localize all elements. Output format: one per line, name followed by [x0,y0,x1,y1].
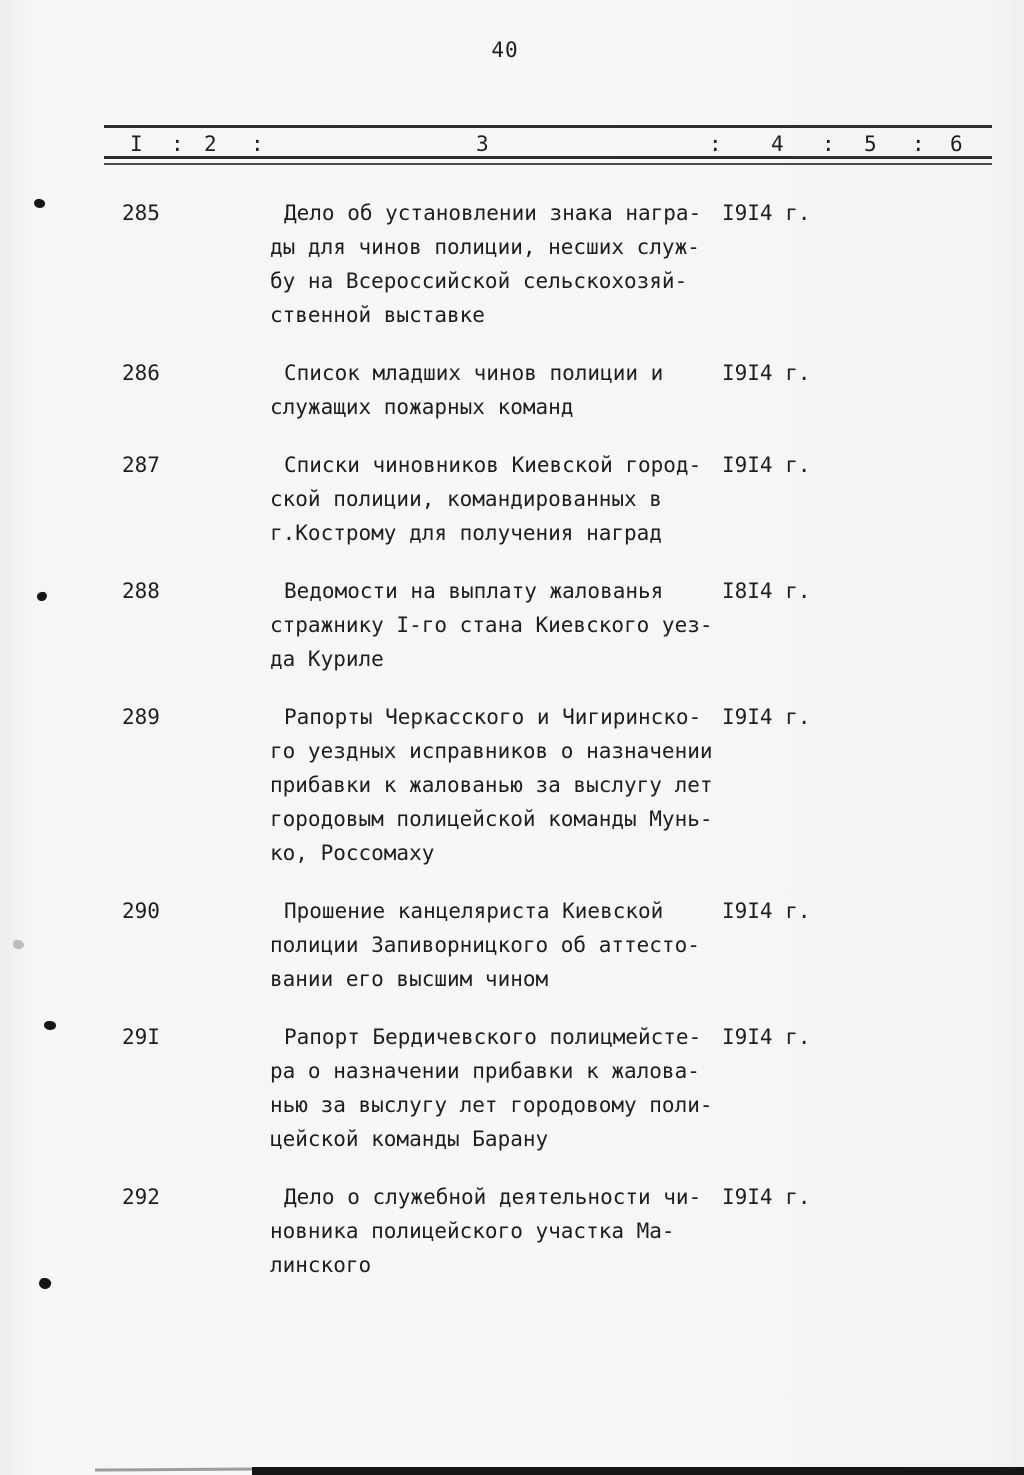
scan-edge-line [95,1467,255,1471]
entry-line: Дело об установлении знака награ- [284,201,702,225]
entry-line: прибавки к жалованью за выслугу лет [270,773,713,797]
header-column-3: 3 [476,132,489,156]
entry [122,1020,1024,1156]
entry-line: ской полиции, командированных в [270,487,662,511]
entry-line: ра о назначении прибавки к жалова- [270,1059,700,1083]
entry [122,894,1024,996]
entry-number: 286 [122,361,160,385]
entry-number: 285 [122,201,160,225]
entry-line: полиции Запиворницкого об аттесто- [270,933,700,957]
entry [122,1180,1024,1282]
entry-line: Ведомости на выплату жалованья [284,579,664,603]
header-column-6: 6 [950,132,963,156]
entry-line: Дело о служебной деятельности чи- [284,1185,702,1209]
entry-year: I9I4 г. [722,1025,811,1049]
entry-year: I9I4 г. [722,705,811,729]
entry-description [270,700,722,870]
table-rule-top [104,125,992,128]
entry-line: Рапорт Бердичевского полицмейсте- [284,1025,702,1049]
entry-line: Прошение канцеляриста Киевской [284,899,664,923]
entry-number: 29I [122,1025,160,1049]
entry-line: бу на Всероссийской сельскохозяй- [270,269,688,293]
entry-line: цейской команды Барану [270,1127,549,1151]
entry-line: ко, Россомаху [270,841,435,865]
column-separator: : [822,132,835,156]
column-separator: : [171,132,184,156]
entry-line: Списки чиновников Киевской город- [284,453,702,477]
inventory-entries [0,196,1024,1306]
entry-number: 290 [122,899,160,923]
entry-line: городовым полицейской команды Мунь- [270,807,713,831]
entry-line: го уездных исправников о назначении [270,739,713,763]
header-column-4: 4 [771,132,784,156]
table-rule-header-bottom-2 [104,163,992,165]
entry-line: Список младших чинов полиции и [284,361,664,385]
entry-line: г.Кострому для получения наград [270,521,662,545]
entry-description [270,448,722,550]
table-rule-header-bottom [104,156,992,159]
entry-line: линского [270,1253,372,1277]
column-separator: : [251,132,264,156]
entry-number: 288 [122,579,160,603]
entry-description [270,1180,722,1282]
entry-line: да Куриле [270,647,384,671]
entry-number: 287 [122,453,160,477]
column-separator: : [912,132,925,156]
entry-description [270,196,722,332]
entry-description [270,574,722,676]
entry-number: 292 [122,1185,160,1209]
entry-year: I9I4 г. [722,899,811,923]
entry-line: стражнику I-го стана Киевского уез- [270,613,713,637]
entry-year: I9I4 г. [722,361,811,385]
scan-edge-bar [252,1467,1024,1475]
column-separator: : [709,132,722,156]
entry-description [270,894,722,996]
entry-year: I9I4 г. [722,201,811,225]
header-column-1: I [130,132,143,156]
page-number: 40 [491,38,519,62]
entry-line: служащих пожарных команд [270,395,574,419]
entry-description [270,1020,722,1156]
entry [122,700,1024,870]
entry-year: I9I4 г. [722,453,811,477]
pencil-smudge [13,940,24,949]
entry [122,574,1024,676]
entry-year: I9I4 г. [722,1185,811,1209]
entry-line: нью за выслугу лет городовому поли- [270,1093,713,1117]
entry-line: ды для чинов полиции, несших служ- [270,235,700,259]
entry [122,196,1024,332]
entry-number: 289 [122,705,160,729]
entry [122,356,1024,424]
header-column-5: 5 [864,132,877,156]
entry-line: Рапорты Черкасского и Чигиринско- [284,705,702,729]
entry-line: ственной выставке [270,303,485,327]
entry-year: I8I4 г. [722,579,811,603]
entry-description [270,356,722,424]
entry-line: новника полицейского участка Ма- [270,1219,675,1243]
entry [122,448,1024,550]
header-column-2: 2 [204,132,217,156]
entry-line: вании его высшим чином [270,967,549,991]
